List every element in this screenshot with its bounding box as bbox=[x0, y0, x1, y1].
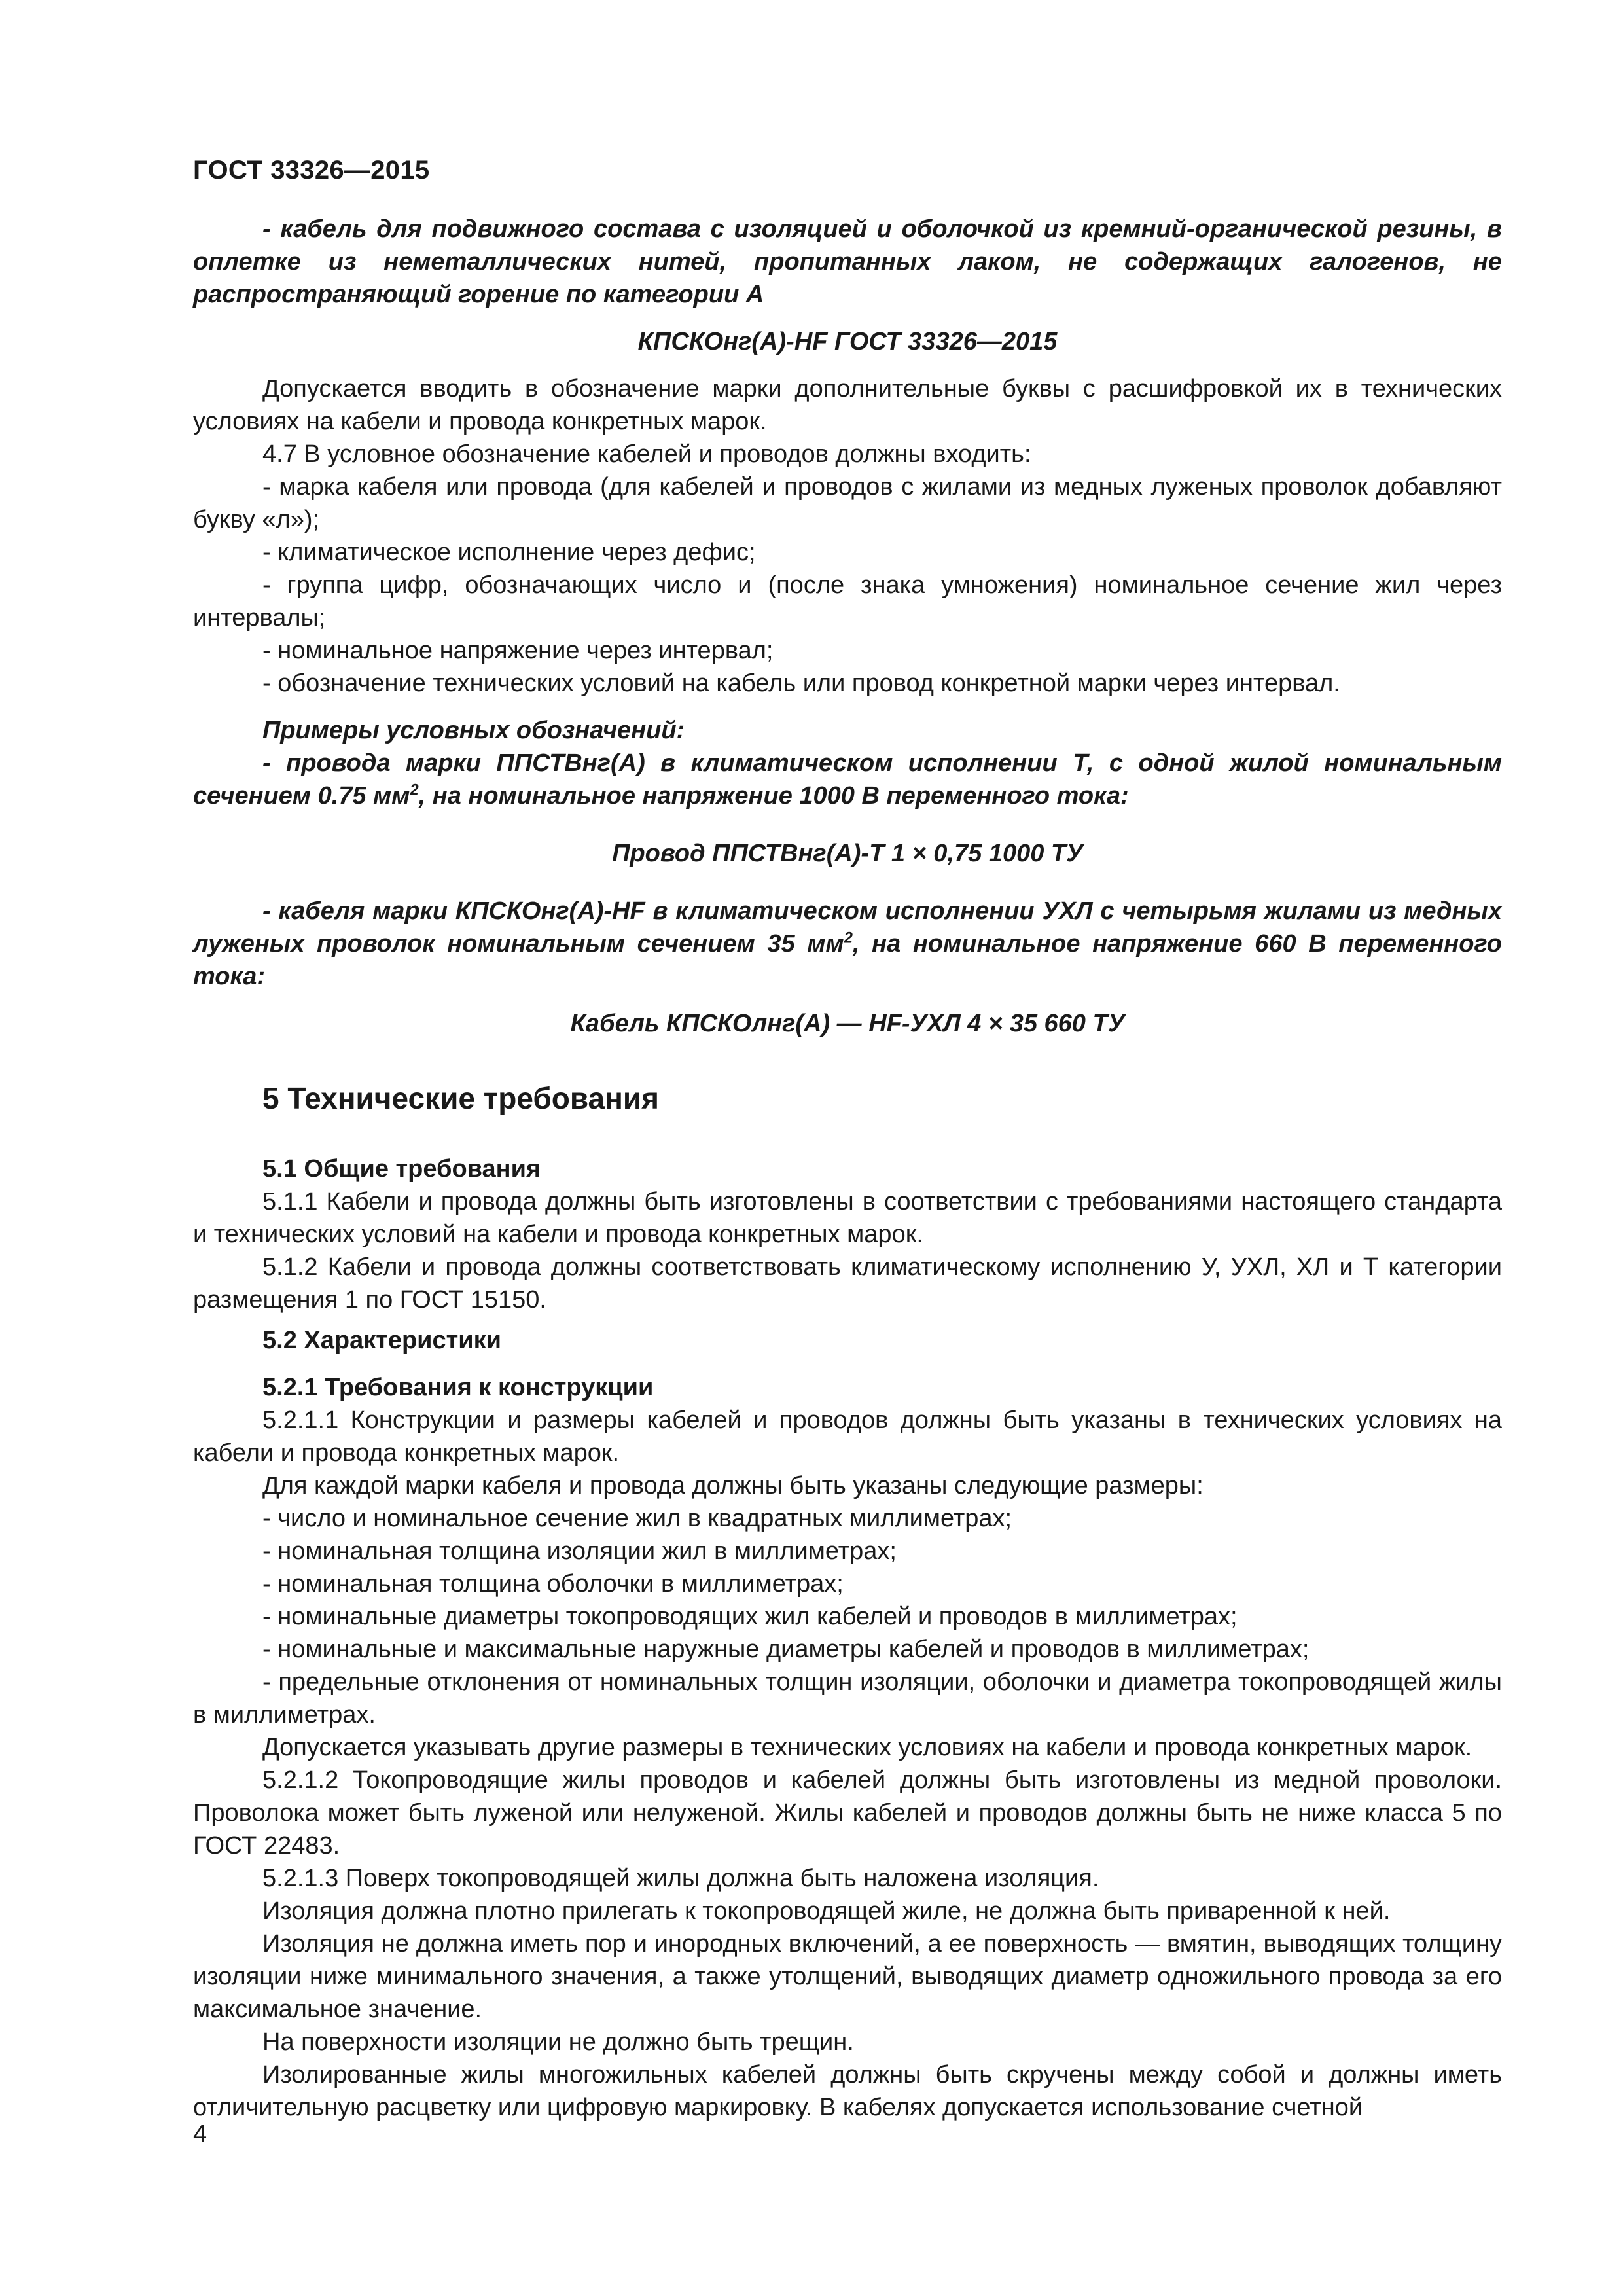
example-description: - кабель для подвижного состава с изоляцией и оболочкой из кремний-органической резины, в оплетке из неметаллических нитей, пропитанных лаком, не содержащих галогенов, не распространяющий горение по категории А bbox=[193, 215, 1502, 308]
paragraph-insulation-4: Изолированные жилы многожильных кабелей должны быть скручены между собой и должны иметь отличительную расцветку или цифровую маркировку. В кабелях допускается использование счетной bbox=[193, 2061, 1502, 2121]
clause-5-1-2: 5.1.2 Кабели и провода должны соответствовать климатическому исполнению У, УХЛ, ХЛ и Т категории размещения 1 по ГОСТ 15150. bbox=[193, 1253, 1502, 1314]
paragraph-other-sizes: Допускается указывать другие размеры в технических условиях на кабели и провода конкретных марок. bbox=[262, 1734, 1472, 1761]
paragraph-insulation-1: Изоляция должна плотно прилегать к токопроводящей жиле, не должна быть приваренной к ней. bbox=[262, 1897, 1391, 1925]
example-2-description: - кабеля марки КПСКОнг(А)-HF в климатическом исполнении УХЛ с четырьмя жилами из медных луженых проволок номинальным сечением 35 $мм^2$, на номинальное напряжение 660 В переменного тока: bbox=[193, 897, 1503, 990]
paragraph-insulation-3: На поверхности изоляции не должно быть трещин. bbox=[262, 2028, 854, 2056]
sizes-lead: Для каждой марки кабеля и провода должны быть указаны следующие размеры: bbox=[262, 1472, 1204, 1499]
page-number: 4 bbox=[193, 2121, 207, 2148]
list-item: - номинальная толщина изоляции жил в миллиметрах; bbox=[262, 1537, 897, 1565]
section-5-1-title: 5.1 Общие требования bbox=[262, 1155, 541, 1183]
clause-5-1-1: 5.1.1 Кабели и провода должны быть изготовлены в соответствии с требованиями настоящего стандарта и технических условий на кабели и провода конкретных марок. bbox=[193, 1188, 1502, 1248]
document-page bbox=[193, 0, 1502, 2296]
list-item: - обозначение технических условий на кабель или провод конкретной марки через интервал. bbox=[262, 670, 1340, 697]
document-header: ГОСТ 33326—2015 bbox=[193, 156, 430, 185]
clause-5-2-1-1: 5.2.1.1 Конструкции и размеры кабелей и проводов должны быть указаны в технических условиях на кабели и провода конкретных марок. bbox=[193, 1407, 1502, 1467]
list-item: - номинальные диаметры токопроводящих жил кабелей и проводов в миллиметрах; bbox=[262, 1603, 1238, 1630]
list-item: - число и номинальное сечение жил в квадратных миллиметрах; bbox=[262, 1505, 1012, 1532]
example-2-designation: Кабель КПСКОлнг(А) — HF-УХЛ 4 × 35 660 ТУ bbox=[570, 1010, 1125, 1037]
list-item: - марка кабеля или провода (для кабелей и проводов с жилами из медных луженых проволок добавляют букву «л»); bbox=[193, 473, 1502, 533]
paragraph-allow-letters: Допускается вводить в обозначение марки дополнительные буквы с расшифровкой их в технических условиях на кабели и провода конкретных марок. bbox=[193, 375, 1502, 435]
clause-5-2-1-3: 5.2.1.3 Поверх токопроводящей жилы должна быть наложена изоляция. bbox=[262, 1865, 1099, 1892]
document-body bbox=[193, 213, 1502, 2124]
list-item: - климатическое исполнение через дефис; bbox=[262, 539, 756, 566]
list-item: - номинальное напряжение через интервал; bbox=[262, 637, 774, 664]
example-designation: КПСКОнг(А)-HF ГОСТ 33326—2015 bbox=[637, 328, 1058, 355]
section-5-title: 5 Технические требования bbox=[262, 1081, 659, 1115]
example-1-designation: Провод ППСТВнг(А)-Т 1 × 0,75 1000 ТУ bbox=[612, 840, 1083, 867]
example-1-description: - провода марки ППСТВнг(А) в климатическом исполнении Т, с одной жилой номинальным сечением 0.75 $мм^2$, на номинальное напряжение 1000 В переменного тока: bbox=[193, 749, 1502, 810]
examples-title: Примеры условных обозначений: bbox=[262, 717, 685, 744]
list-item: - группа цифр, обозначающих число и (после знака умножения) номинальное сечение жил через интервалы; bbox=[193, 571, 1502, 632]
section-5-2-title: 5.2 Характеристики bbox=[262, 1327, 502, 1354]
list-item: - номинальная толщина оболочки в миллиметрах; bbox=[262, 1570, 844, 1598]
clause-5-2-1-2: 5.2.1.2 Токопроводящие жилы проводов и кабелей должны быть изготовлены из медной проволоки. Проволока может быть луженой или нелуженой. Жилы кабелей и проводов должны быть не ниже класса 5 по ГОСТ 22483. bbox=[193, 1767, 1502, 1859]
paragraph-insulation-2: Изоляция не должна иметь пор и инородных включений, а ее поверхность — вмятин, выводящих толщину изоляции ниже минимального значения, а также утолщений, выводящих диаметр одножильного провода за его максимальное значение. bbox=[193, 1930, 1502, 2023]
list-item: - номинальные и максимальные наружные диаметры кабелей и проводов в миллиметрах; bbox=[262, 1636, 1310, 1663]
section-5-2-1-title: 5.2.1 Требования к конструкции bbox=[262, 1374, 654, 1401]
list-item: - предельные отклонения от номинальных толщин изоляции, оболочки и диаметра токопроводящей жилы в миллиметрах. bbox=[193, 1668, 1502, 1729]
clause-4-7: 4.7 В условное обозначение кабелей и проводов должны входить: bbox=[262, 440, 1031, 468]
